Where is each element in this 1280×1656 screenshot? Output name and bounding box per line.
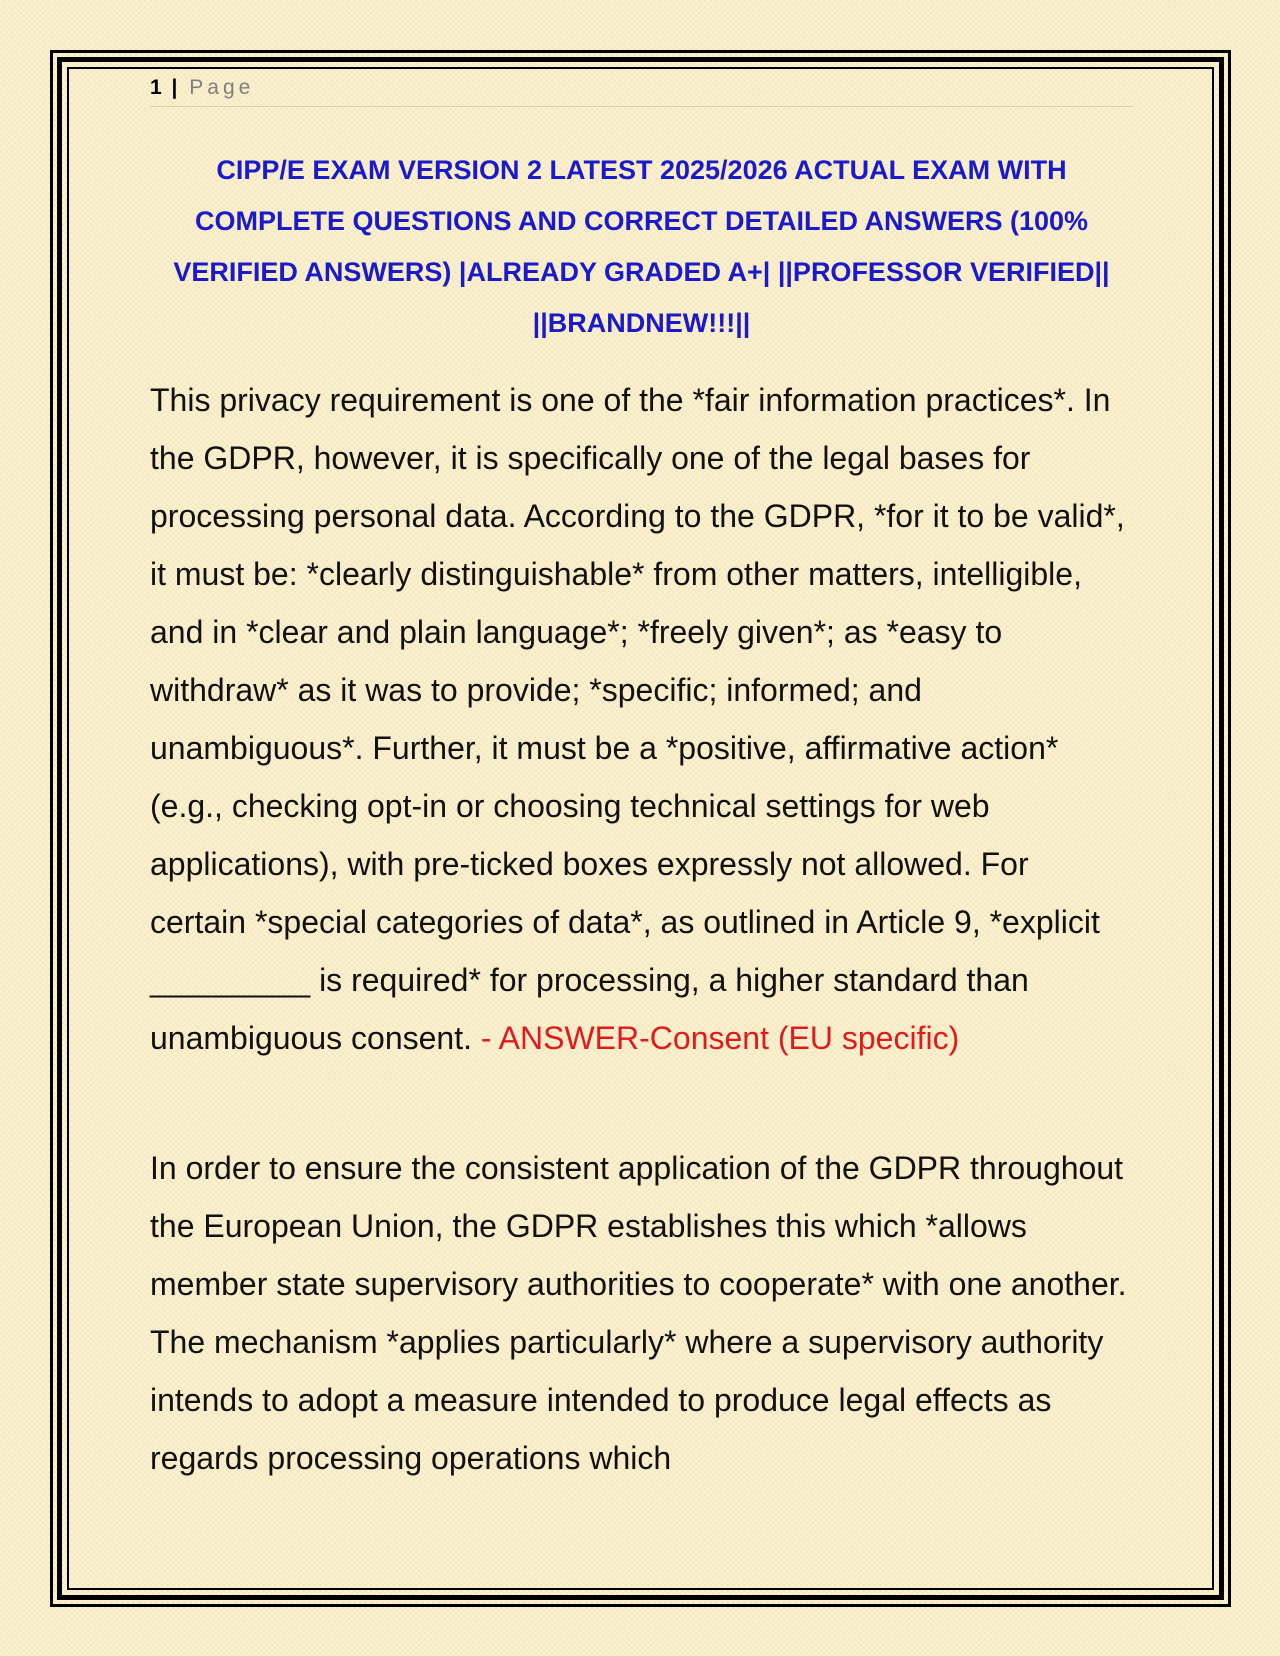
question-2-text: In order to ensure the consistent application of the GDPR throughout the European Union, the GDPR establishes this which *allows member state supervisory authorities to cooperate* with one another. The mechanism *applies particularly* where a supervisory authority intends to adopt a measure intended to produce legal effects as regards processing operations which — [150, 1150, 1127, 1476]
page-header — [150, 70, 1133, 107]
question-1-text: This privacy requirement is one of the *fair information practices*. In the GDPR, however, it is specifically one of the legal bases for processing personal data. According to the GDPR, *for it to be valid*, it must be: *clearly distinguishable* from other matters, intelligible, and in *clear and plain language*; *freely given*; as *easy to withdraw* as it was to provide; *specific; informed; and unambiguous*. Further, it must be a *positive, affirmative action* (e.g., checking opt-in or choosing technical settings for web applications), with pre-ticked boxes expressly not allowed. For certain *special categories of data*, as outlined in Article 9, *explicit _________ is required* for processing, a higher standard than unambiguous consent. — [150, 382, 1125, 1056]
question-1-answer: - ANSWER-Consent (EU specific) — [472, 1020, 960, 1056]
page-content — [150, 70, 1133, 1487]
document-title: CIPP/E EXAM VERSION 2 LATEST 2025/2026 ACTUAL EXAM WITH COMPLETE QUESTIONS AND CORRECT DETAILED ANSWERS (100% VERIFIED ANSWERS) |ALREADY GRADED A+| ||PROFESSOR VERIFIED|| ||BRANDNEW!!!|| — [173, 155, 1110, 338]
page-header-separator: | — [171, 76, 178, 99]
page-number: 1 — [150, 76, 162, 99]
page-label: Page — [189, 76, 255, 99]
question-1 — [150, 371, 1133, 1067]
question-2 — [150, 1139, 1133, 1487]
